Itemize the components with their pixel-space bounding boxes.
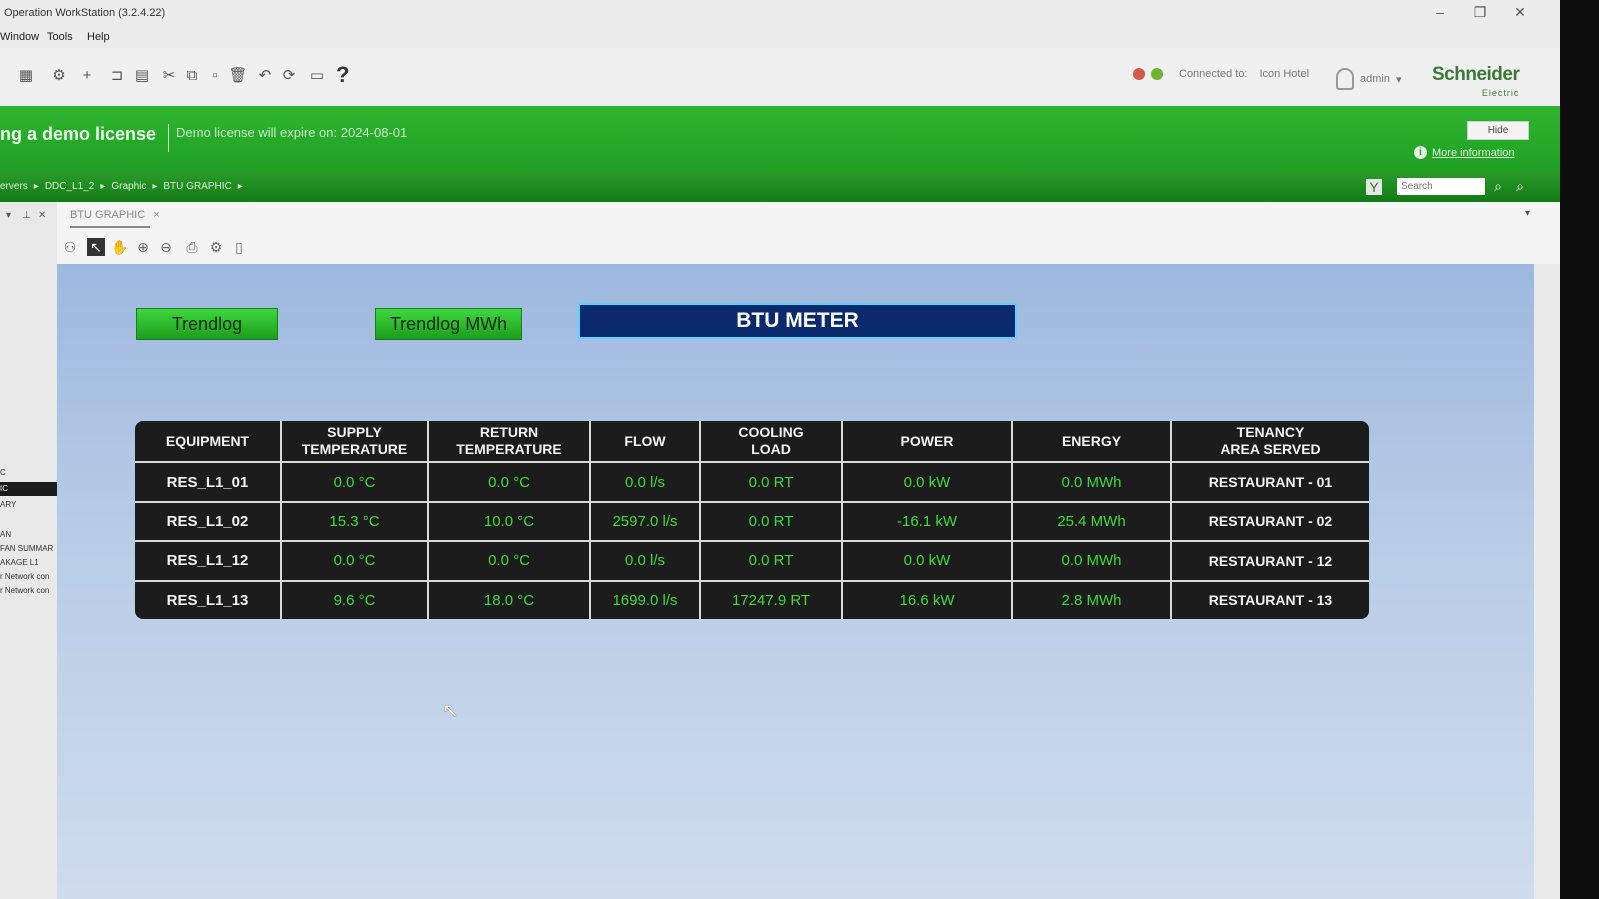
chevron-right-icon: ▸ [237,181,243,192]
tab-list-icon[interactable]: ▾ [1524,208,1530,219]
cell-energy[interactable]: 0.0 MWh [1012,541,1171,580]
refresh-icon[interactable]: ⟳ [282,67,296,84]
paste-icon[interactable]: ▫ [212,66,218,84]
select-pointer-icon[interactable]: ↖ [87,238,105,256]
more-info-link[interactable] [1414,146,1515,159]
panel-menu-icon[interactable]: ▾ [6,210,12,221]
main-toolbar [0,48,1560,106]
tab-label: BTU GRAPHIC [70,209,146,221]
monitor-bezel [1560,0,1599,899]
cell-area-served: RESTAURANT - 02 [1171,502,1369,541]
filter-icon[interactable]: Y [1366,179,1382,195]
cut-icon[interactable]: ✂ [162,67,176,84]
settings-icon[interactable]: ⚙ [209,239,223,255]
menu-tools[interactable]: Tools [47,31,73,43]
breadcrumb-item[interactable]: Graphic [111,181,147,192]
tools-icon[interactable]: ⚙ [52,67,66,84]
cell-area-served: RESTAURANT - 01 [1171,462,1369,501]
add-icon[interactable]: + [82,66,92,84]
open-folder-icon[interactable]: ⊐ [110,67,124,84]
cell-cooling-load[interactable]: 17247.9 RT [700,581,842,619]
advanced-search-icon[interactable]: ⌕ [1516,178,1524,194]
cell-flow[interactable]: 1699.0 l/s [590,581,700,619]
chevron-right-icon: ▸ [100,181,106,192]
cell-flow[interactable]: 0.0 l/s [590,541,700,580]
tree-item-selected[interactable]: IC [0,482,57,496]
connected-site: Icon Hotel [1259,68,1310,80]
column-header: POWER [842,421,1012,462]
breadcrumb-item[interactable]: BTU GRAPHIC [163,181,232,192]
cell-power[interactable]: -16.1 kW [842,502,1012,541]
tree-item[interactable]: AKAGE L1 [0,558,39,567]
table-row [135,541,1369,580]
cell-energy[interactable]: 2.8 MWh [1012,581,1171,619]
tree-item[interactable]: FAN SUMMAR [0,544,54,553]
cell-supply-temp[interactable]: 0.0 °C [281,462,428,501]
tree-item[interactable]: r Network con [0,586,50,595]
tree-item[interactable]: r Network con [0,572,50,581]
properties-icon[interactable]: ▭ [309,67,325,84]
brand-logo [1432,66,1519,102]
chevron-right-icon: ▸ [33,181,39,192]
title-bar [0,0,1560,26]
more-info-label: More information [1432,146,1515,159]
cell-power[interactable]: 0.0 kW [842,541,1012,580]
cell-power[interactable]: 0.0 kW [842,462,1012,501]
cell-return-temp[interactable]: 0.0 °C [428,541,590,580]
cell-equipment[interactable]: RES_L1_13 [135,581,281,619]
menu-help[interactable]: Help [87,31,110,43]
table-row [135,502,1369,541]
print-icon[interactable]: ⎙ [186,239,198,255]
undo-icon[interactable]: ↶ [258,67,272,84]
cell-power[interactable]: 16.6 kW [842,581,1012,619]
license-banner [0,106,1560,172]
canvas-margin [1534,264,1560,899]
column-header: TENANCY AREA SERVED [1171,421,1369,462]
help-button[interactable]: ? [336,62,350,87]
tab-btu-graphic[interactable] [70,209,160,221]
zoom-out-icon[interactable]: ⊖ [160,239,172,255]
tree-item[interactable]: C [0,468,6,477]
cell-cooling-load[interactable]: 0.0 RT [700,502,842,541]
menu-bar [0,26,1560,48]
pin-icon[interactable]: ⊥ [22,210,31,221]
user-menu[interactable] [1336,68,1402,90]
connection-status [1133,68,1309,80]
layout-icon[interactable]: ▦ [18,67,34,84]
cell-flow[interactable]: 0.0 l/s [590,462,700,501]
user-icon [1336,68,1354,90]
connected-label: Connected to: [1179,68,1248,80]
cell-energy[interactable]: 0.0 MWh [1012,462,1171,501]
connected-check-icon [1151,68,1163,80]
cell-area-served: RESTAURANT - 13 [1171,581,1369,619]
license-text: ng a demo license [0,124,157,144]
column-header: RETURN TEMPERATURE [428,421,590,462]
btu-meter-table [135,421,1369,619]
info-icon: i [1414,146,1427,159]
column-header: EQUIPMENT [135,421,281,462]
brand-name: Schneider [1432,64,1520,85]
zoom-in-icon[interactable]: ⊕ [137,239,149,255]
table-row [135,581,1369,619]
save-icon[interactable]: ▤ [134,67,150,84]
pan-hand-icon[interactable]: ✋ [111,239,129,255]
search-input[interactable] [1397,178,1485,195]
tab-active-indicator [70,226,150,228]
table-header [135,421,1369,462]
close-window-button[interactable]: ✕ [1514,4,1526,20]
copy-icon[interactable]: ⧉ [186,66,198,84]
restore-button[interactable]: ❐ [1473,4,1487,20]
column-header: COOLING LOAD [700,421,842,462]
breadcrumb-bar [0,172,1560,202]
cell-cooling-load[interactable]: 0.0 RT [700,462,842,501]
cell-return-temp[interactable]: 18.0 °C [428,581,590,619]
minimize-button[interactable]: – [1436,4,1444,20]
close-panel-icon[interactable]: ✕ [38,210,47,221]
graphic-toolbar [57,230,1560,265]
cell-supply-temp[interactable]: 9.6 °C [281,581,428,619]
column-header: SUPPLY TEMPERATURE [281,421,428,462]
license-expiry: Demo license will expire on: 2024-08-01 [176,125,408,140]
alarm-icon[interactable] [1133,68,1145,80]
window-title: Operation WorkStation (3.2.4.22) [4,7,166,19]
trendlog-button[interactable]: Trendlog [136,308,278,340]
btu-meter-title: BTU METER [578,303,1017,339]
cell-flow[interactable]: 2597.0 l/s [590,502,700,541]
user-name: admin [1360,73,1390,85]
trendlog-mwh-button[interactable]: Trendlog MWh [375,308,522,340]
cell-return-temp[interactable]: 0.0 °C [428,462,590,501]
banner-divider [168,124,169,152]
cell-equipment[interactable]: RES_L1_02 [135,502,281,541]
cell-equipment[interactable]: RES_L1_12 [135,541,281,580]
cell-cooling-load[interactable]: 0.0 RT [700,541,842,580]
table-row [135,462,1369,501]
breadcrumb [0,181,243,192]
cell-return-temp[interactable]: 10.0 °C [428,502,590,541]
mouse-cursor-icon: ↖ [442,700,459,722]
cell-supply-temp[interactable]: 15.3 °C [281,502,428,541]
cell-energy[interactable]: 25.4 MWh [1012,502,1171,541]
tab-strip [57,202,1560,230]
breadcrumb-item[interactable]: DDC_L1_2 [44,181,95,192]
breadcrumb-item[interactable]: ervers [0,181,28,192]
tree-item[interactable]: AN [0,530,12,539]
bindings-icon[interactable]: ⚇ [63,239,77,255]
delete-icon[interactable]: 🗑 [228,67,248,84]
search-icon[interactable]: ⌕ [1494,178,1502,194]
column-header: FLOW [590,421,700,462]
chevron-right-icon: ▸ [152,181,158,192]
close-tab-icon[interactable]: × [153,209,160,221]
cell-supply-temp[interactable]: 0.0 °C [281,541,428,580]
cell-equipment[interactable]: RES_L1_01 [135,462,281,501]
cell-area-served: RESTAURANT - 12 [1171,541,1369,580]
column-header: ENERGY [1012,421,1171,462]
menu-window[interactable]: Window [0,31,40,43]
tree-item[interactable]: ARY [0,500,17,509]
document-icon[interactable]: ▯ [235,239,243,255]
brand-sub: Electric [1481,88,1520,98]
hide-button[interactable]: Hide [1467,121,1529,140]
left-panel [0,202,58,899]
chevron-down-icon: ▾ [1395,73,1402,86]
